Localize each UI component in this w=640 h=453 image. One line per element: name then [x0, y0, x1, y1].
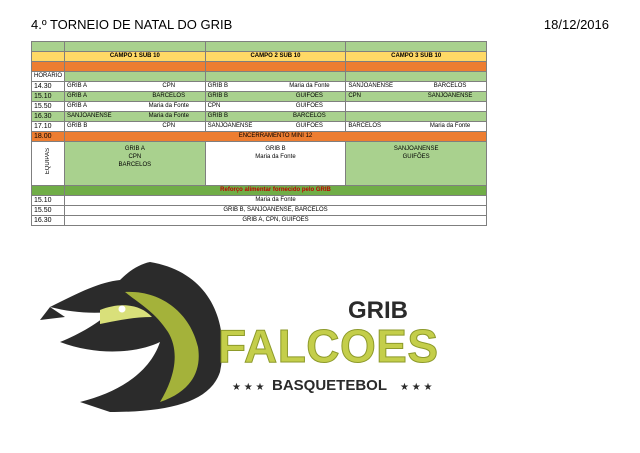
rotation-row	[32, 206, 487, 216]
game-cell-c2	[205, 92, 346, 102]
closing-row	[32, 132, 487, 142]
home-team: GRIB A	[67, 83, 88, 89]
game-row	[32, 82, 487, 92]
game-row	[32, 102, 487, 112]
team-name: GUIFÕES	[402, 154, 430, 160]
logo-stars-left: ★ ★ ★	[232, 382, 265, 393]
game-cell-c2	[205, 82, 346, 92]
game-row	[32, 92, 487, 102]
away-team: Maria da Fonte	[429, 123, 471, 129]
game-time: 15.10	[32, 92, 65, 102]
rotation-teams: Maria da Fonte	[65, 196, 487, 206]
spacer-row	[32, 42, 487, 52]
logo-grib-text: GRIB	[348, 297, 408, 324]
logo-stars-right: ★ ★ ★	[400, 382, 433, 393]
matchup	[67, 82, 203, 91]
game-cell-c1	[65, 122, 206, 132]
team-name: BARCELOS	[118, 162, 152, 168]
home-team: CPN	[207, 103, 221, 109]
matchup	[67, 102, 203, 111]
away-team: Maria da Fonte	[148, 103, 189, 109]
game-time: 15.50	[32, 102, 65, 112]
equipas-c1	[65, 142, 206, 186]
game-cell-c1	[65, 82, 206, 92]
away-team: GUIFÕES	[295, 93, 323, 99]
game-cell-c2	[205, 122, 346, 132]
campo-header-3: CAMPO 3 SUB 10	[346, 52, 487, 62]
away-team: BARCELOS	[152, 93, 186, 99]
campo-header-2: CAMPO 2 SUB 10	[205, 52, 346, 62]
rotation-time: 16.30	[32, 216, 65, 226]
equipas-c3	[346, 142, 487, 186]
reforco-row	[32, 186, 487, 196]
home-team: SANJOANENSE	[67, 113, 112, 119]
matchup	[67, 122, 203, 131]
date-label: 18/12/2016	[543, 17, 609, 32]
home-team: GRIB A	[67, 93, 88, 99]
campo-header-row	[32, 52, 487, 62]
home-team: BARCELOS	[348, 123, 381, 129]
equipas-label-cell	[32, 142, 65, 186]
logo-falcoes-text: FALCOES	[218, 320, 438, 372]
away-team: BARCELOS	[433, 83, 467, 89]
away-team: SANJOANENSE	[427, 93, 473, 99]
away-team: Maria da Fonte	[289, 83, 330, 89]
game-cell-c3	[346, 102, 487, 112]
game-cell-c3	[346, 122, 487, 132]
home-team: GRIB B	[207, 113, 228, 119]
horario-label: HORÁRIO	[32, 72, 65, 82]
equipas-c2	[205, 142, 346, 186]
away-team: GUIFÕES	[295, 123, 323, 129]
page-title: 4.º TORNEIO DE NATAL DO GRIB	[31, 17, 233, 32]
game-row	[32, 112, 487, 122]
team-name: Maria da Fonte	[255, 154, 296, 160]
rotation-row	[32, 216, 487, 226]
team-name: CPN	[128, 154, 142, 160]
rotation-teams: GRIB B, SANJOANENSE, BARCELOS	[65, 206, 487, 216]
home-team: GRIB B	[207, 93, 228, 99]
rotation-row	[32, 196, 487, 206]
campo-header-1: CAMPO 1 SUB 10	[65, 52, 206, 62]
rotation-teams: GRIB A, CPN, GUIFÕES	[65, 216, 487, 226]
game-cell-c1	[65, 112, 206, 122]
horario-row	[32, 72, 487, 82]
matchup	[208, 102, 344, 111]
matchup	[67, 112, 203, 121]
home-team: GRIB B	[67, 123, 88, 129]
team-name: GRIB A	[124, 146, 145, 152]
home-team: GRIB A	[67, 103, 88, 109]
game-time: 14.30	[32, 82, 65, 92]
away-team: Maria da Fonte	[148, 113, 189, 119]
game-cell-c2	[205, 102, 346, 112]
reforco-label: Reforço alimentar fornecido pelo GRIB	[65, 186, 487, 196]
matchup	[208, 112, 344, 121]
game-time: 17.10	[32, 122, 65, 132]
home-team: SANJOANENSE	[207, 123, 253, 129]
matchup	[208, 82, 344, 91]
game-cell-c3	[346, 112, 487, 122]
logo-basquetebol-text: BASQUETEBOL	[272, 377, 388, 394]
schedule-table	[31, 41, 487, 226]
matchup	[208, 122, 344, 131]
falcon-head-icon	[40, 262, 222, 412]
team-name: GRIB B	[265, 146, 286, 152]
matchup	[67, 92, 203, 101]
game-row	[32, 122, 487, 132]
home-team: CPN	[348, 93, 361, 99]
home-team: SANJOANENSE	[348, 83, 393, 89]
matchup	[348, 122, 484, 131]
matchup	[348, 92, 484, 101]
away-team: CPN	[162, 83, 176, 89]
equipas-label: EQUIPAS	[45, 148, 51, 175]
grib-falcoes-logo	[40, 262, 460, 412]
game-cell-c1	[65, 102, 206, 112]
away-team: GUIFÕES	[295, 103, 323, 109]
rotation-time: 15.50	[32, 206, 65, 216]
home-team: GRIB B	[207, 83, 228, 89]
rotation-time: 15.10	[32, 196, 65, 206]
game-cell-c2	[205, 112, 346, 122]
away-team: BARCELOS	[293, 113, 326, 119]
team-name: SANJOANENSE	[393, 146, 439, 152]
closing-time: 18.00	[32, 132, 65, 142]
matchup	[208, 92, 344, 101]
game-cell-c1	[65, 92, 206, 102]
orange-spacer-row	[32, 62, 487, 72]
equipas-row	[32, 142, 487, 186]
away-team: CPN	[162, 123, 176, 129]
game-cell-c3	[346, 92, 487, 102]
matchup	[348, 82, 484, 91]
game-time: 16.30	[32, 112, 65, 122]
closing-label: ENCERRAMENTO MINI 12	[65, 132, 487, 142]
game-cell-c3	[346, 82, 487, 92]
